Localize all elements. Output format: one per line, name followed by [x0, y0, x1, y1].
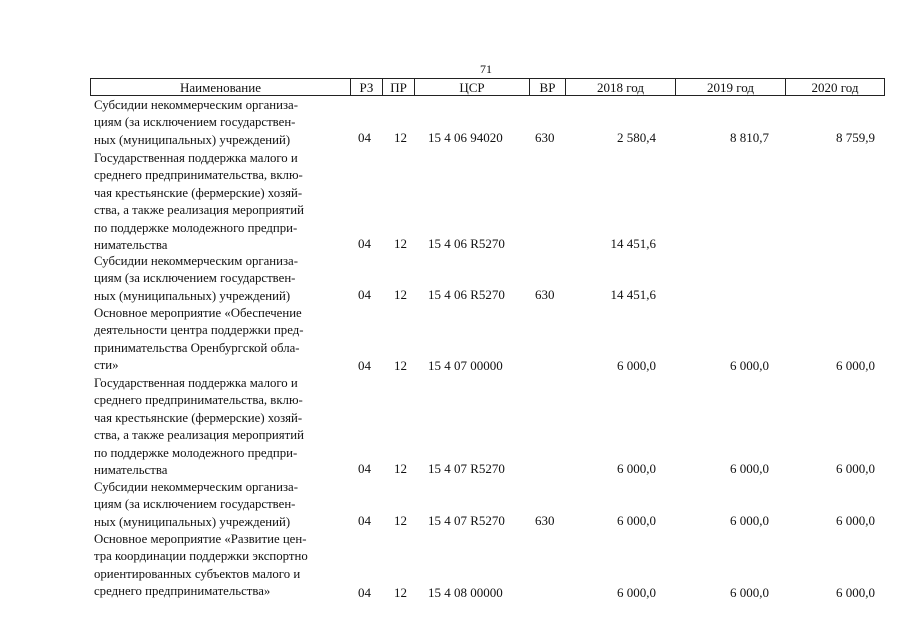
- row-name: Государственная поддержка малого и среднего предпринимательства, вклю- чая крестьянские (фермерские) хозяй- ства, а также реализация мероприятий по поддержке молодежного предпри- нимательства: [94, 376, 304, 478]
- row-name: Субсидии некоммерческим организа- циям (за исключением государствен- ных (муниципальных) учреждений): [94, 480, 298, 529]
- row-2018: 6 000,0: [617, 585, 656, 600]
- table-row: [0, 375, 905, 479]
- row-pr: 12: [394, 236, 407, 251]
- row-2019: 8 810,7: [730, 130, 769, 145]
- row-rz: 04: [358, 513, 371, 528]
- row-name: Субсидии некоммерческим организа- циям (за исключением государствен- ных (муниципальных) учреждений): [94, 254, 298, 303]
- table-row: [0, 479, 905, 531]
- table-row: [0, 305, 905, 375]
- row-pr: 12: [394, 358, 407, 373]
- row-2018: 6 000,0: [617, 513, 656, 528]
- row-csr: 15 4 06 94020: [428, 130, 503, 145]
- row-2018: 6 000,0: [617, 358, 656, 373]
- row-pr: 12: [394, 461, 407, 476]
- row-rz: 04: [358, 585, 371, 600]
- row-rz: 04: [358, 236, 371, 251]
- header-2020: 2020 год: [785, 78, 885, 96]
- header-vr: ВР: [529, 78, 565, 96]
- row-2020: 6 000,0: [836, 585, 875, 600]
- row-2019: 6 000,0: [730, 461, 769, 476]
- row-2020: 6 000,0: [836, 358, 875, 373]
- row-rz: 04: [358, 461, 371, 476]
- row-name: Основное мероприятие «Развитие цен- тра координации поддержки экспортно ориентированных субъектов малого и среднего предпринимательства»: [94, 532, 308, 599]
- row-vr: 630: [535, 287, 555, 302]
- row-2019: 6 000,0: [730, 513, 769, 528]
- row-vr: 630: [535, 130, 555, 145]
- row-csr: 15 4 08 00000: [428, 585, 503, 600]
- row-2018: 6 000,0: [617, 461, 656, 476]
- page-number: 71: [480, 62, 492, 76]
- row-2018: 14 451,6: [610, 236, 656, 251]
- row-pr: 12: [394, 287, 407, 302]
- row-vr: 630: [535, 513, 555, 528]
- row-rz: 04: [358, 287, 371, 302]
- row-pr: 12: [394, 513, 407, 528]
- header-csr: ЦСР: [414, 78, 529, 96]
- row-csr: 15 4 06 R5270: [428, 236, 505, 251]
- row-name: Государственная поддержка малого и среднего предпринимательства, вклю- чая крестьянские (фермерские) хозяй- ства, а также реализация мероприятий по поддержке молодежного предпри- нимательства: [94, 151, 304, 253]
- table-row: [0, 531, 905, 603]
- row-2018: 14 451,6: [610, 287, 656, 302]
- header-name: Наименование: [90, 78, 350, 96]
- row-csr: 15 4 07 R5270: [428, 513, 505, 528]
- row-rz: 04: [358, 130, 371, 145]
- row-name: Субсидии некоммерческим организа- циям (за исключением государствен- ных (муниципальных) учреждений): [94, 98, 298, 147]
- header-rz: РЗ: [350, 78, 382, 96]
- table-row: [0, 150, 905, 253]
- row-pr: 12: [394, 130, 407, 145]
- row-name: Основное мероприятие «Обеспечение деятельности центра поддержки пред- принимательства Оренбургской обла- сти»: [94, 306, 304, 373]
- row-2020: 8 759,9: [836, 130, 875, 145]
- row-2019: 6 000,0: [730, 358, 769, 373]
- row-pr: 12: [394, 585, 407, 600]
- row-csr: 15 4 06 R5270: [428, 287, 505, 302]
- table-row: [0, 97, 905, 150]
- row-csr: 15 4 07 00000: [428, 358, 503, 373]
- header-2019: 2019 год: [675, 78, 785, 96]
- row-2018: 2 580,4: [617, 130, 656, 145]
- header-pr: ПР: [382, 78, 414, 96]
- row-2020: 6 000,0: [836, 461, 875, 476]
- table-body: [0, 97, 905, 603]
- table-row: [0, 253, 905, 305]
- header-2018: 2018 год: [565, 78, 675, 96]
- row-2020: 6 000,0: [836, 513, 875, 528]
- row-csr: 15 4 07 R5270: [428, 461, 505, 476]
- row-2019: 6 000,0: [730, 585, 769, 600]
- row-rz: 04: [358, 358, 371, 373]
